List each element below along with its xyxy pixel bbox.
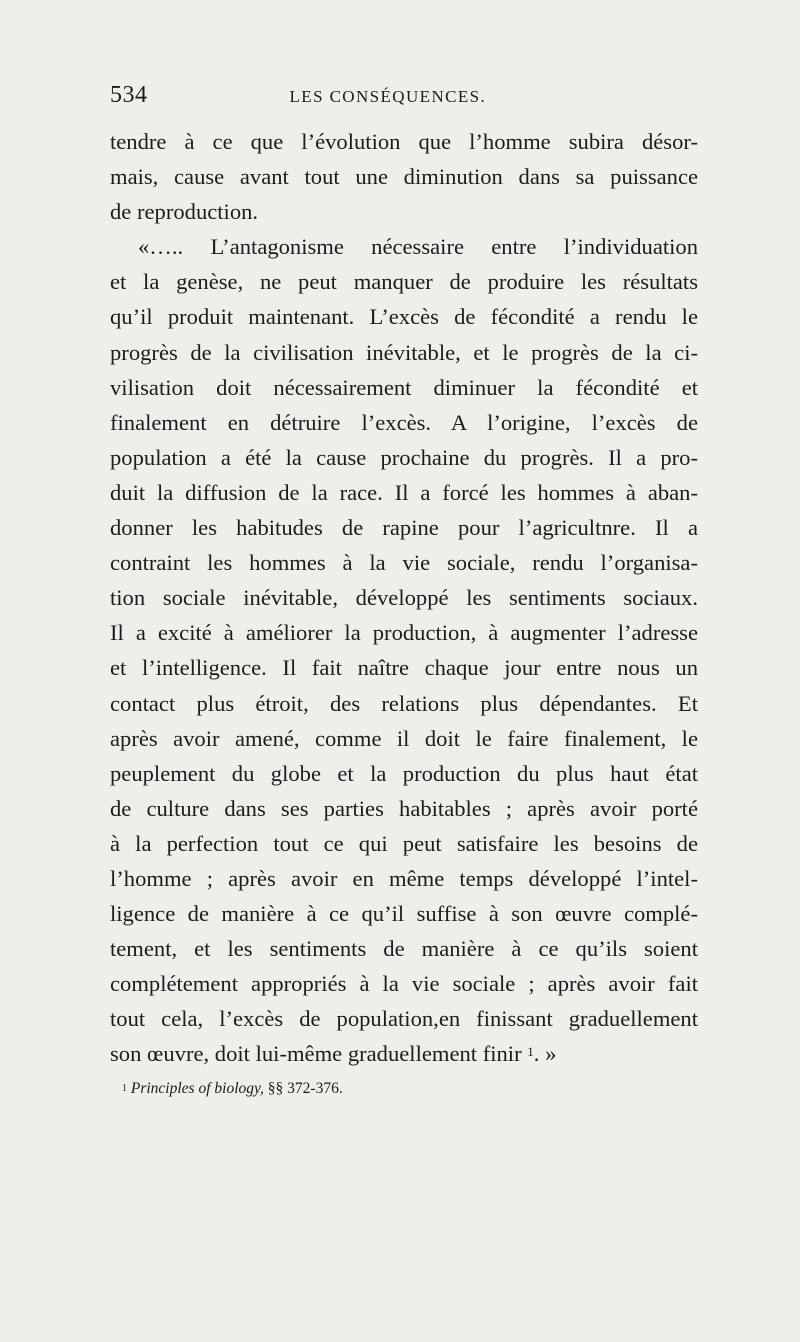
text-line: après avoir amené, comme il doit le faire finalement, le (110, 725, 698, 751)
footnote-title: Principles of biology, (130, 1079, 264, 1097)
text-line: tement, et les sentiments de manière à ce qu’ils soient (110, 936, 698, 962)
closing-quote: . » (533, 1041, 557, 1067)
page-number: 534 (110, 82, 148, 108)
text-line: tion sociale inévitable, développé les sentiments sociaux. (110, 585, 698, 611)
text-line: mais, cause avant tout une diminution dans sa puissance (110, 164, 698, 190)
footnote-reference[interactable]: 1 (527, 1044, 534, 1060)
text-line: contraint les hommes à la vie sociale, rendu l’organisa- (110, 550, 698, 576)
text-line: et la genèse, ne peut manquer de produire les résultats (110, 269, 698, 295)
text-line: finalement en détruire l’excès. A l’origine, l’excès de (110, 409, 698, 435)
footnote (110, 1078, 698, 1100)
text-line: donner les habitudes de rapine pour l’agricultnre. Il a (110, 515, 698, 541)
text-line: peuplement du globe et la production du plus haut état (110, 760, 698, 786)
body-text (110, 124, 698, 1072)
text-line: population a été la cause prochaine du progrès. Il a pro- (110, 444, 698, 470)
text-line: «….. L’antagonisme nécessaire entre l’individuation (138, 234, 698, 260)
text-line: ligence de manière à ce qu’il suffise à son œuvre complé- (110, 901, 698, 927)
text-line: qu’il produit maintenant. L’excès de fécondité a rendu le (110, 304, 698, 330)
text-line: de reproduction. (110, 199, 259, 225)
text-line: duit la diffusion de la race. Il a forcé les hommes à aban- (110, 479, 698, 505)
running-title: LES CONSÉQUENCES. (289, 87, 487, 106)
text-line: et l’intelligence. Il fait naître chaque jour entre nous un (110, 655, 698, 681)
footnote-mark: 1 (122, 1082, 127, 1094)
text-line: tendre à ce que l’évolution que l’homme subira désor- (110, 129, 698, 154)
footnote-reference-text: §§ 372-376. (267, 1079, 343, 1097)
text-line: tout cela, l’excès de population,en finissant graduellement (110, 1006, 698, 1032)
text-line: contact plus étroit, des relations plus dépendantes. Et (110, 690, 698, 716)
text-line: complétement appropriés à la vie sociale ; après avoir fait (110, 971, 698, 997)
final-line-text: son œuvre, doit lui-même graduellement finir (110, 1041, 522, 1067)
text-line: progrès de la civilisation inévitable, et le progrès de la ci- (110, 339, 698, 365)
text-line: à la perfection tout ce qui peut satisfaire les besoins de (110, 830, 698, 856)
text-line: vilisation doit nécessairement diminuer la fécondité et (110, 374, 698, 400)
text-line: de culture dans ses parties habitables ; après avoir porté (110, 795, 698, 821)
text-line: Il a excité à améliorer la production, à augmenter l’adresse (110, 620, 698, 646)
text-line: l’homme ; après avoir en même temps développé l’intel- (110, 865, 698, 891)
text-line-final (110, 1036, 698, 1071)
book-page (110, 82, 698, 1100)
running-head (110, 82, 698, 112)
